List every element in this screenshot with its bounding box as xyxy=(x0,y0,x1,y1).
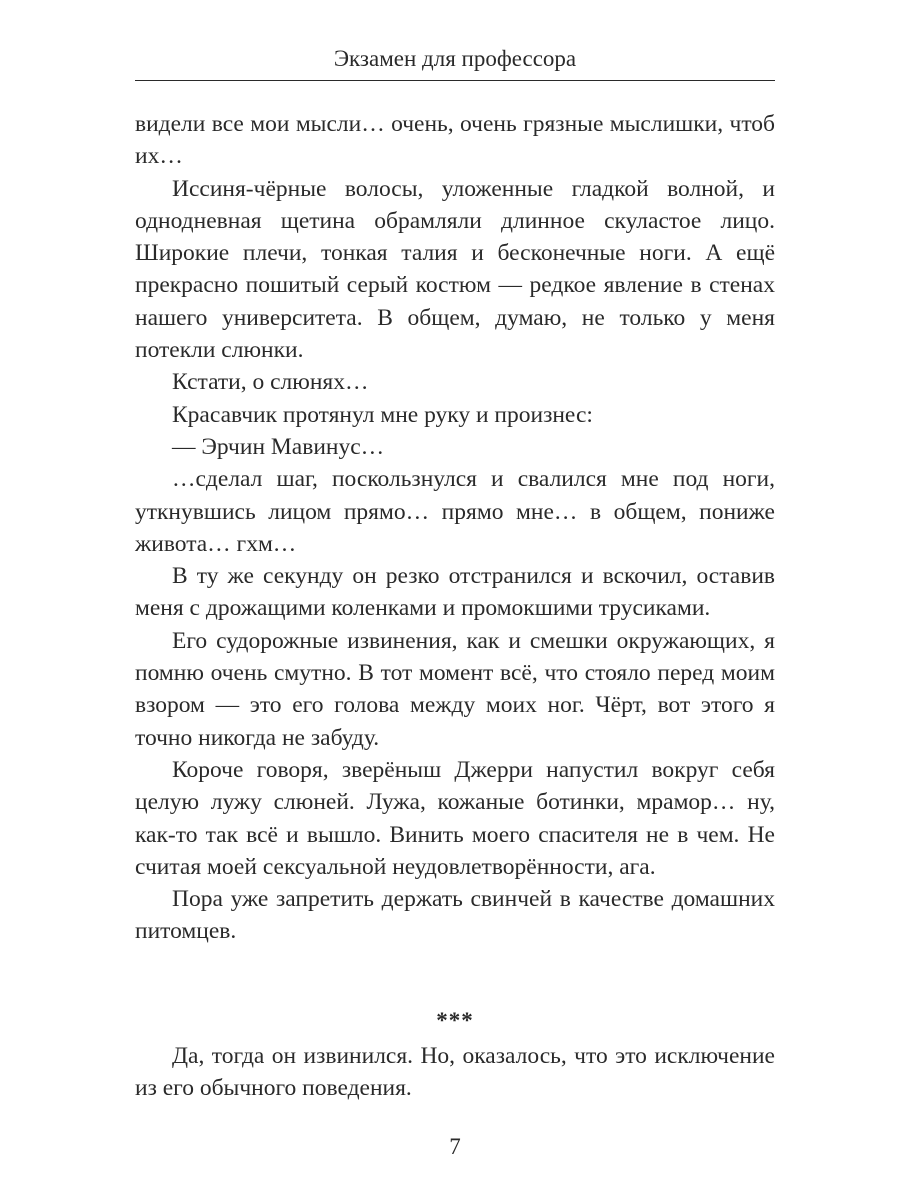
paragraph: …сделал шаг, поскользнулся и свалился мне под ноги, уткнувшись лицом прямо… прямо мне… в общем, пониже живота… гхм… xyxy=(135,466,775,557)
paragraph: Иссиня-чёрные волосы, уложенные гладкой волной, и однодневная щетина обрамляли длинное скуластое лицо. Широкие плечи, тонкая талия и бесконечные ноги. А ещё прекрасно пошитый серый костюм — редкое явление в стенах нашего университета. В общем, думаю, не только у меня потекли слюнки. xyxy=(135,175,775,364)
paragraph: видели все мои мысли… очень, очень грязные мыслишки, чтоб их… xyxy=(135,111,775,170)
main-text-after-break xyxy=(135,1040,775,1105)
main-text xyxy=(135,108,775,948)
page-number: 7 xyxy=(449,1134,461,1159)
paragraph: Пора уже запретить держать свинчей в качестве домашних питомцев. xyxy=(135,886,775,945)
header-rule xyxy=(135,80,775,81)
paragraph: Его судорожные извинения, как и смешки окружающих, я помню очень смутно. В тот момент всё, что стояло перед моим взором — это его голова между моих ног. Чёрт, вот этого я точно никогда не забуду. xyxy=(135,627,775,751)
paragraph: В ту же секунду он резко отстранился и вскочил, оставив меня с дрожащими коленками и промокшими трусиками. xyxy=(135,563,775,622)
section-break: *** xyxy=(436,1008,474,1033)
dialogue-line: — Эрчин Мавинус… xyxy=(172,433,385,460)
paragraph: Короче говоря, зверёныш Джерри напустил вокруг себя целую лужу слюней. Лужа, кожаные ботинки, мрамор… ну, как-то так всё и вышло. Винить моего спасителя не в чем. Не считая моей сексуальной неудовлетворённости, ага. xyxy=(135,756,775,880)
paragraph: Красавчик протянул мне руку и произнес: xyxy=(172,401,593,428)
paragraph: Да, тогда он извинился. Но, оказалось, что это исключение из его обычного поведения. xyxy=(135,1043,775,1102)
paragraph: Кстати, о слюнях… xyxy=(172,369,369,396)
running-header-title: Экзамен для профессора xyxy=(333,46,577,71)
